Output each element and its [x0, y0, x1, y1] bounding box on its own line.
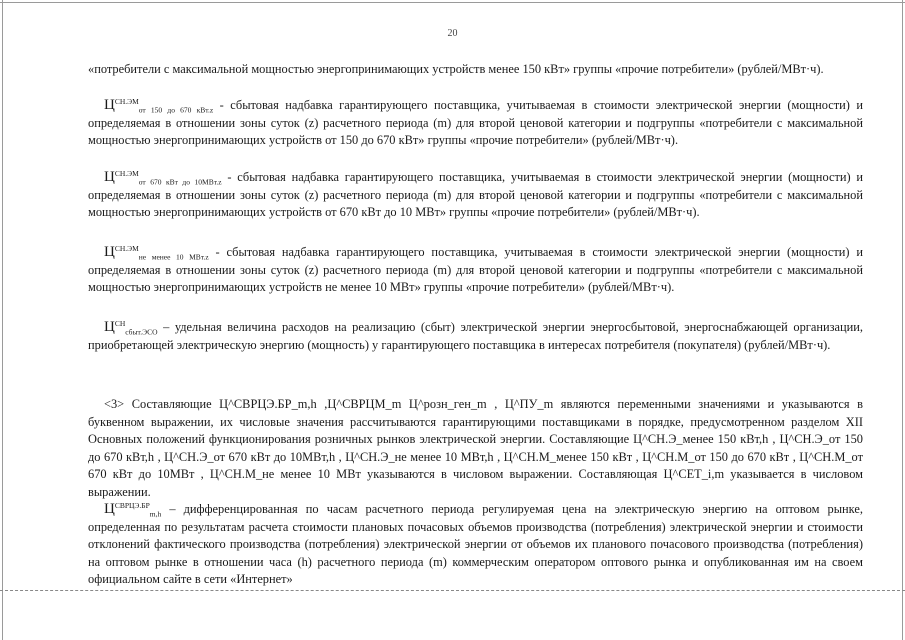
- paragraph-4: [88, 244, 863, 297]
- paragraph-3-text: - сбытовая надбавка гарантирующего поставщика, учитываемая в стоимости электрической энергии (мощности) и определяемая в отношении зоны суток (z) расчетного периода (m) для второй ценовой категории и подгруппы «потребители с максимальной мощностью энергопринимающих устройств от 670 кВт до 10 МВт» группы «прочие потребители» (рублей/МВт·ч).: [88, 170, 863, 220]
- paragraph-1-text: «потребители с максимальной мощностью энергопринимающих устройств менее 150 кВт» группы «прочие потребители» (рублей/МВт·ч).: [88, 62, 824, 76]
- symbol-base: Ц: [104, 97, 115, 113]
- paragraph-2-text: - сбытовая надбавка гарантирующего поставщика, учитываемая в стоимости электрической энергии (мощности) и определяемая в отношении зоны суток (z) расчетного периода (m) для второй ценовой категории и подгруппы «потребители с максимальной мощностью энергопринимающих устройств от 150 до 670 кВт» группы «прочие потребители» (рублей/МВт·ч).: [88, 98, 863, 148]
- paragraph-6-text: <3> Составляющие Ц^СВРЦЭ.БР_m,h ,Ц^СВРЦМ_m Ц^розн_ген_m , Ц^ПУ_m являются переменными значениями и указываются в буквенном выражении, их числовые значения рассчитываются гарантирующими поставщиками в порядке, предусмотренном разделом XII Основных положений функционирования розничных рынков электрической энергии. Составляющие Ц^СН.Э_менее 150 кВт,h , Ц^СН.Э_от 150 до 670 кВт,h , Ц^СН.Э_от 670 кВт до 10МВт,h , Ц^СН.Э_не менее 10 МВт,h , Ц^СН.М_менее 150 кВт , Ц^СН.М_от 150 до 670 кВт , Ц^СН.М_от 670 кВт до 10МВт , Ц^СН.М_не менее 10 МВт указываются в числовом выражении. Составляющая Ц^СЕТ_i,m указывается в числовом выражении.: [88, 397, 863, 499]
- symbol-sub: от 150 до 670 кВт.z: [138, 105, 214, 115]
- symbol-sup: СН.ЭМ: [114, 96, 139, 106]
- symbol-sn-em-ne-menee-10: [104, 243, 209, 262]
- page-cut-line: [0, 590, 905, 591]
- paragraph-6: [88, 396, 863, 502]
- paragraph-1: [88, 61, 863, 79]
- page-number: 20: [447, 28, 458, 39]
- symbol-sn-sbyt-eso: [104, 318, 158, 337]
- paragraph-7-text: – дифференцированная по часам расчетного периода регулируемая цена на электрическую энергию на оптовом рынке, определенная по результатам расчета стоимости плановых почасовых объемов производства (потребления) электрической энергии и стоимости отклонений фактического производства (потребления) электрической энергии от объемов их планового почасового производства (потребления) на оптовом рынке в отношении часа (h) расчетного периода (m) коммерческим оператором оптового рынка и опубликованная им на своем официальном сайте в сети «Интернет»: [88, 502, 863, 587]
- symbol-base: Ц: [104, 319, 115, 335]
- paragraph-2: [88, 97, 863, 150]
- symbol-sup: СН.ЭМ: [114, 243, 139, 253]
- symbol-sup: СВРЦЭ.БР: [114, 500, 150, 510]
- scan-border-left: [2, 0, 3, 640]
- symbol-sub: сбыт.ЭСО: [125, 327, 158, 337]
- symbol-sup: СН.ЭМ: [114, 168, 139, 178]
- paragraph-4-text: - сбытовая надбавка гарантирующего поставщика, учитываемая в стоимости электрической энергии (мощности) и определяемая в отношении зоны суток (z) расчетного периода (m) для второй ценовой категории и подгруппы «потребители с максимальной мощностью энергопринимающих устройств не менее 10 МВт» группы «прочие потребители» (рублей/МВт·ч).: [88, 245, 863, 295]
- symbol-sub: m,h: [149, 509, 162, 519]
- symbol-base: Ц: [104, 244, 115, 260]
- paragraph-7: [88, 501, 863, 589]
- paragraph-3: [88, 169, 863, 222]
- paragraph-5-text: – удельная величина расходов на реализацию (сбыт) электрической энергии энергосбытовой, энергоснабжающей организации, приобретающей электрическую энергию (мощность) у гарантирующего поставщика в интересах потребителя (покупателя) (рублей/МВт·ч).: [88, 320, 863, 352]
- symbol-base: Ц: [104, 501, 115, 517]
- symbol-sub: от 670 кВт до 10МВт.z: [138, 177, 222, 187]
- scan-border-right: [902, 0, 903, 640]
- symbol-sub: не менее 10 МВт.z: [138, 252, 209, 262]
- symbol-sn-em-670-10: [104, 168, 222, 187]
- paragraph-5: [88, 319, 863, 354]
- scan-border-top: [0, 2, 905, 3]
- symbol-sn-em-150-670: [104, 96, 214, 115]
- symbol-sup: СН: [114, 318, 126, 328]
- symbol-base: Ц: [104, 169, 115, 185]
- symbol-svrtse-br: [104, 500, 162, 519]
